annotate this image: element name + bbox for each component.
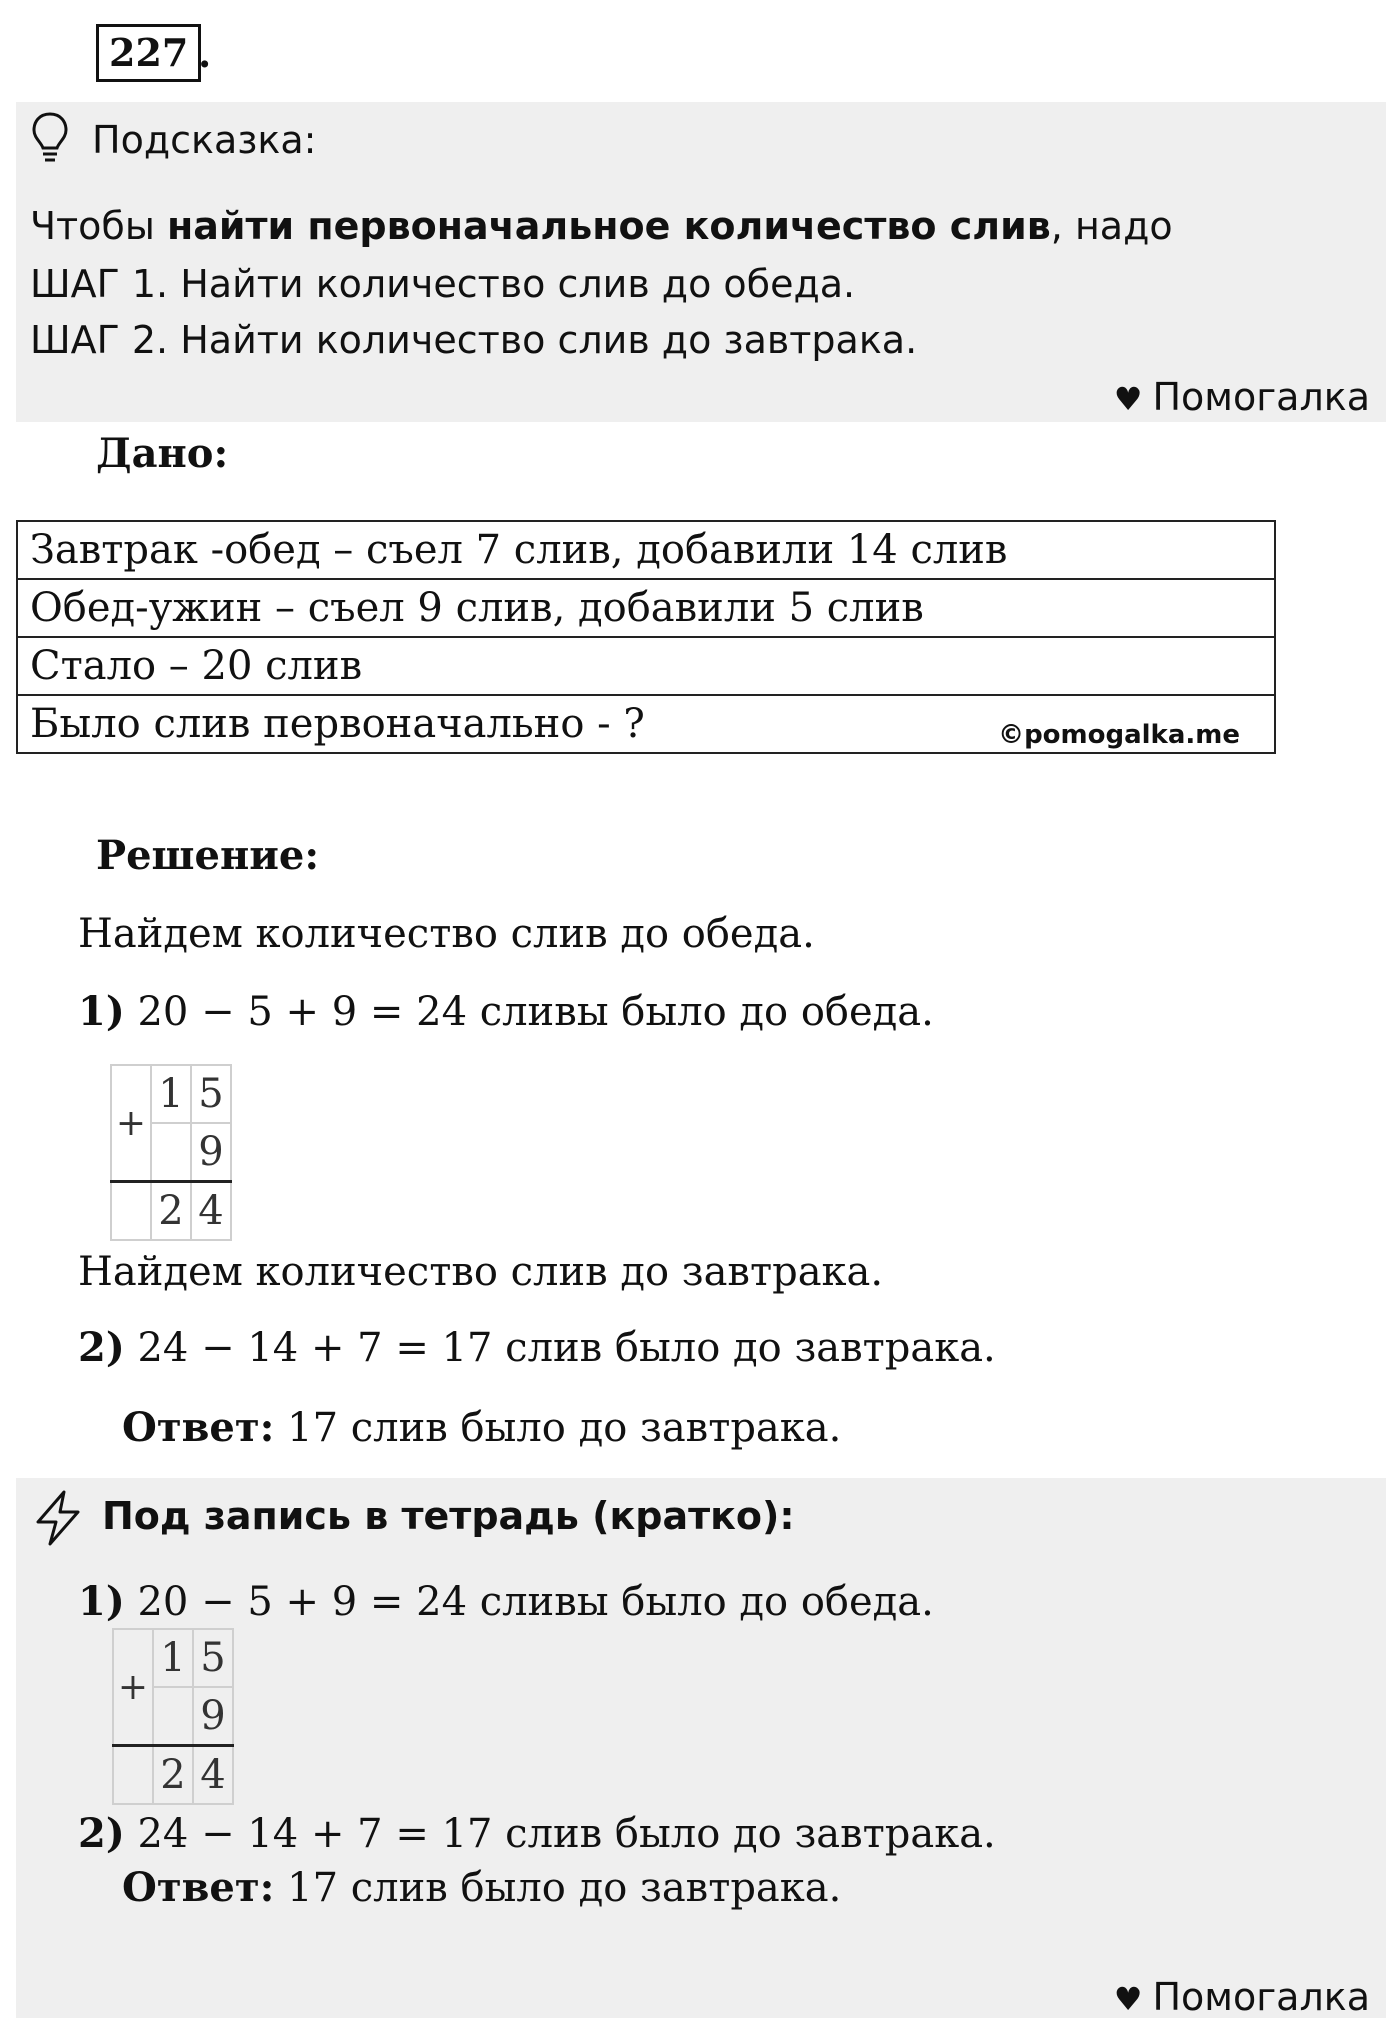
hint-title: Подсказка: [92,118,317,162]
lightning-icon [30,1488,86,1548]
given-title: Дано: [96,430,229,477]
solution-intro-1: Найдем количество слив до обеда. [78,911,815,957]
notebook-column-addition: + 1 5 9 2 4 [112,1628,234,1805]
watermark: ©pomogalka.me [998,720,1240,750]
plus-sign: + [111,1065,151,1182]
solution-title: Решение: [96,832,320,879]
hint-step-1: ШАГ 1. Найти количество слив до обеда. [30,262,856,306]
given-row: Стало – 20 слив [17,637,1275,695]
heart-icon: ♥ [1113,1980,1143,2018]
hint-step-2: ШАГ 2. Найти количество слив до завтрака. [30,318,918,362]
given-row [17,695,1275,753]
notebook-step-1: 1) 20 − 5 + 9 = 24 сливы было до обеда. [78,1578,934,1625]
given-question: Было слив первоначально - ? [30,701,645,747]
given-table [16,520,1276,754]
lightbulb-icon [30,110,70,166]
notebook-step-2: 2) 24 − 14 + 7 = 17 слив было до завтрака. [78,1810,996,1857]
plus-sign: + [113,1629,153,1746]
brand-label-bottom: ♥ Помогалка [1114,1972,1370,2024]
task-number-dot: . [198,31,212,76]
solution-step-1: 1) 20 − 5 + 9 = 24 сливы было до обеда. [78,988,934,1035]
solution-answer: Ответ: 17 слив было до завтрака. [122,1404,842,1451]
hint-goal-line: Чтобы найти первоначальное количество слив, надо [30,204,1173,248]
brand-label-top: ♥ Помогалка [1114,372,1370,424]
heart-icon: ♥ [1113,380,1143,418]
column-addition: + 1 5 9 2 4 [110,1064,232,1241]
solution-step-2: 2) 24 − 14 + 7 = 17 слив было до завтрака. [78,1324,996,1371]
notebook-answer: Ответ: 17 слив было до завтрака. [122,1864,842,1911]
solution-intro-2: Найдем количество слив до завтрака. [78,1249,884,1295]
given-row: Завтрак -обед – съел 7 слив, добавили 14 слив [17,521,1275,579]
task-number: 227 [96,24,201,82]
given-row: Обед-ужин – съел 9 слив, добавили 5 слив [17,579,1275,637]
notebook-title: Под запись в тетрадь (кратко): [102,1494,795,1538]
